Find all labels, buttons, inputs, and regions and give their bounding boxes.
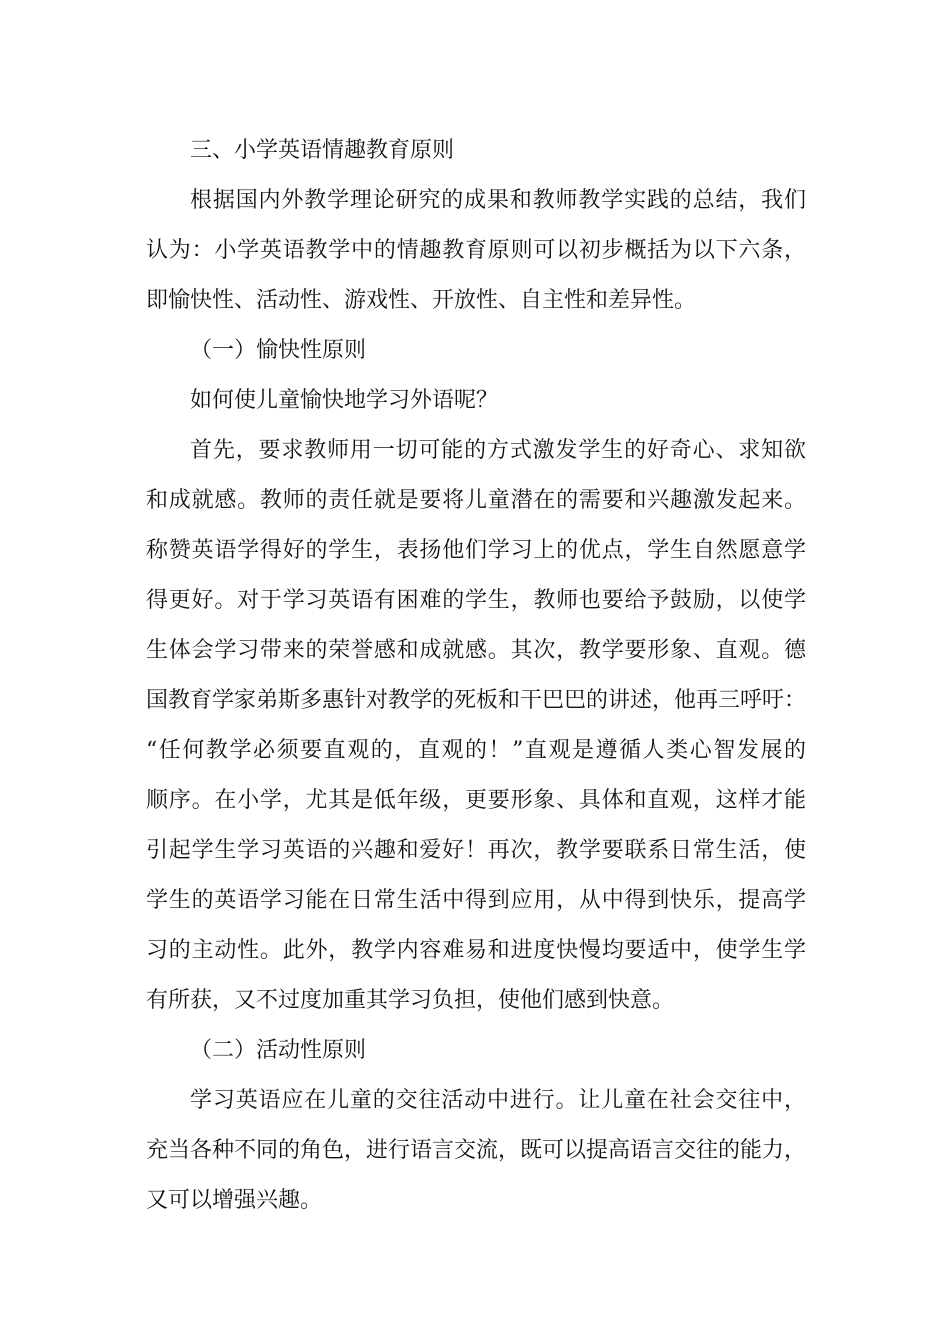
paragraph-line: 得更好。对于学习英语有困难的学生，教师也要给予鼓励，以使学	[146, 588, 806, 613]
subsection-title-2: （二）活动性原则	[190, 1038, 367, 1063]
paragraph-line: 即愉快性、活动性、游戏性、开放性、自主性和差异性。	[146, 288, 697, 313]
paragraph-line: 学习英语应在儿童的交往活动中进行。让儿童在社会交往中，	[190, 1088, 806, 1113]
paragraph-line: 学生的英语学习能在日常生活中得到应用，从中得到快乐，提高学	[146, 888, 806, 913]
document-body	[146, 126, 806, 1226]
paragraph-line: 习的主动性。此外，教学内容难易和进度快慢均要适中，使学生学	[146, 938, 806, 963]
paragraph-line: 有所获，又不过度加重其学习负担，使他们感到快意。	[146, 988, 675, 1013]
paragraph-line: 首先，要求教师用一切可能的方式激发学生的好奇心、求知欲	[190, 438, 806, 463]
paragraph-line: 充当各种不同的角色，进行语言交流，既可以提高语言交往的能力，	[146, 1138, 807, 1163]
paragraph-line: 生体会学习带来的荣誉感和成就感。其次，教学要形象、直观。德	[146, 638, 806, 663]
paragraph-line: 顺序。在小学，尤其是低年级，更要形象、具体和直观，这样才能	[146, 788, 806, 813]
paragraph-line: 引起学生学习英语的兴趣和爱好！再次，教学要联系日常生活，使	[146, 838, 806, 863]
paragraph-line: 和成就感。教师的责任就是要将儿童潜在的需要和兴趣激发起来。	[146, 488, 806, 513]
paragraph-line: 称赞英语学得好的学生，表扬他们学习上的优点，学生自然愿意学	[146, 538, 806, 563]
paragraph-line: “任何教学必须要直观的，直观的！”直观是遵循人类心智发展的	[146, 738, 806, 763]
question-line: 如何使儿童愉快地学习外语呢？	[190, 388, 499, 413]
section-heading: 三、小学英语情趣教育原则	[190, 138, 455, 163]
paragraph-line: 根据国内外教学理论研究的成果和教师教学实践的总结，我们	[190, 188, 806, 213]
paragraph-line: 国教育学家弟斯多惠针对教学的死板和干巴巴的讲述，他再三呼吁：	[146, 688, 807, 713]
subsection-title-1: （一）愉快性原则	[190, 338, 367, 363]
paragraph-line: 又可以增强兴趣。	[146, 1188, 323, 1213]
paragraph-line: 认为：小学英语教学中的情趣教育原则可以初步概括为以下六条，	[146, 238, 806, 263]
